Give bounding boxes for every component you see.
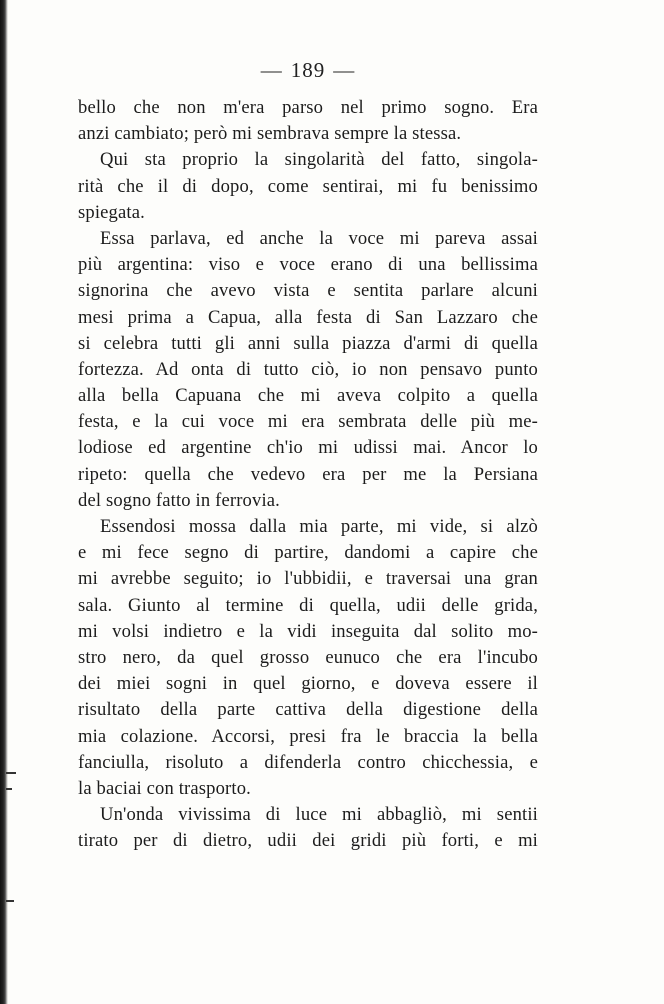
text-line: bello che non m'era parso nel primo sogno. Era <box>78 97 538 118</box>
text-line: mia colazione. Accorsi, presi fra le braccia la bella <box>78 725 538 747</box>
paragraph <box>78 514 538 802</box>
text-line: risultato della parte cattiva della digestione della <box>78 699 538 721</box>
text-line: mesi prima a Capua, alla festa di San Lazzaro che <box>78 306 538 328</box>
text-line: Essendosi mossa dalla mia parte, mi vide, si alzò <box>100 516 538 537</box>
text-line: dei miei sogni in quel giorno, e doveva essere il <box>78 673 538 695</box>
text-line: fanciulla, risoluto a difenderla contro chicchessia, e <box>78 751 538 773</box>
paragraph <box>78 802 538 854</box>
text-line: alla bella Capuana che mi aveva colpito a quella <box>78 385 538 407</box>
text-line: mi avrebbe seguito; io l'ubbidii, e traversai una gran <box>78 568 538 590</box>
binding-mark <box>6 900 14 902</box>
text-line: signorina che avevo vista e sentita parlare alcuni <box>78 280 538 302</box>
text-line: si celebra tutti gli anni sulla piazza d'armi di quella <box>78 332 538 354</box>
text-line: Un'onda vivissima di luce mi abbagliò, mi sentii <box>100 804 538 826</box>
binding-mark <box>6 772 16 774</box>
text-line: rità che il di dopo, come sentirai, mi fu benissimo <box>78 175 538 197</box>
text-line: Essa parlava, ed anche la voce mi pareva assai <box>100 227 538 249</box>
text-line: ripeto: quella che vedevo era per me la Persiana <box>78 463 538 485</box>
text-line: e mi fece segno di partire, dandomi a capire che <box>78 542 538 564</box>
text-line: fortezza. Ad onta di tutto ciò, io non pensavo punto <box>78 358 538 380</box>
text-line: tirato per di dietro, udii dei gridi più forti, e mi <box>78 830 538 852</box>
page-number-dash-left: — <box>260 58 283 82</box>
paragraph <box>78 226 538 514</box>
text-line: sala. Giunto al termine di quella, udii delle grida, <box>78 594 538 616</box>
binding-mark <box>6 788 12 790</box>
page-number-dash-right: — <box>333 58 356 82</box>
text-line: festa, e la cui voce mi era sembrata delle più me- <box>78 411 538 433</box>
text-line: stro nero, da quel grosso eunuco che era l'incubo <box>78 646 538 668</box>
book-page <box>78 58 538 854</box>
page-number <box>78 58 538 83</box>
paragraph <box>78 147 538 226</box>
text-line: Qui sta proprio la singolarità del fatto, singola- <box>100 149 538 171</box>
text-line: mi volsi indietro e la vidi inseguita dal solito mo- <box>78 620 538 642</box>
text-line: lodiose ed argentine ch'io mi udissi mai. Ancor lo <box>78 437 538 459</box>
paragraph <box>78 95 538 147</box>
page-number-value: 189 <box>290 58 326 82</box>
text-line: spiegata. <box>78 201 145 223</box>
text-line: più argentina: viso e voce erano di una bellissima <box>78 254 538 276</box>
text-line: anzi cambiato; però mi sembrava sempre la stessa. <box>78 123 462 145</box>
page-binding-edge <box>0 0 8 1004</box>
text-line: del sogno fatto in ferrovia. <box>78 489 280 511</box>
text-line: la baciai con trasporto. <box>78 777 251 799</box>
